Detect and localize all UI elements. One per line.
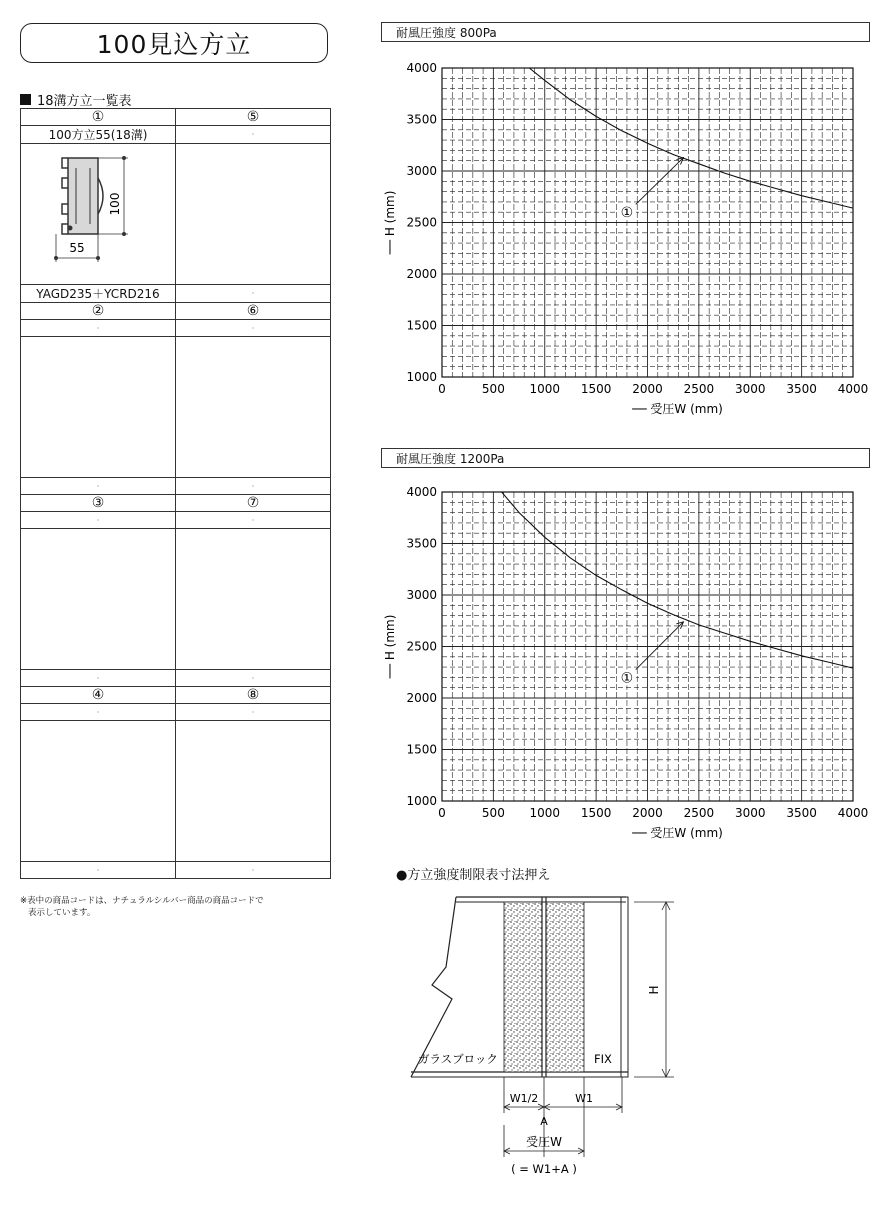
table-row (21, 529, 331, 670)
formula-label: ( = W1+A ) (511, 1162, 577, 1176)
page-title (20, 23, 328, 63)
list-heading (20, 90, 132, 109)
w1-label: W1 (575, 1092, 593, 1105)
profile-height-dim: 100 (108, 192, 122, 215)
empty-drawing-cell (176, 529, 331, 670)
item-code-3: · (21, 670, 176, 687)
y-tick-label: 1000 (406, 370, 437, 384)
mullion-list-table (20, 108, 331, 879)
y-tick-label: 1000 (406, 794, 437, 808)
footnote-line-2: 表示しています。 (28, 908, 96, 918)
item-code-7: · (176, 670, 331, 687)
table-row (21, 862, 331, 879)
series-line (502, 492, 853, 668)
table-row (21, 144, 331, 285)
chart-grid (442, 492, 853, 801)
chart-1-svg (370, 50, 870, 430)
footnote-line-1: ※表中の商品コードは、ナチュラルシルバー商品の商品コードで (20, 896, 264, 906)
y-tick-label: 2500 (406, 639, 437, 654)
empty-drawing-cell (21, 529, 176, 670)
h-dimension-label: H (647, 985, 661, 995)
empty-drawing-cell (176, 337, 331, 478)
x-tick-label: 3000 (734, 382, 766, 396)
x-tick-label: 4000 (837, 806, 869, 820)
x-axis-label: ── 受圧W (mm) (632, 826, 723, 840)
table-row (21, 495, 331, 512)
y-tick-label: 3000 (406, 164, 437, 178)
item-number-5: ⑤ (176, 109, 331, 126)
table-row (21, 285, 331, 303)
item-number-8: ⑧ (176, 687, 331, 704)
item-name-4: · (21, 704, 176, 721)
table-row (21, 109, 331, 126)
item-code-1: YAGD235＋YCRD216 (21, 285, 176, 303)
x-tick-label: 1000 (529, 806, 561, 820)
dimension-diagram (396, 885, 696, 1185)
item-number-2: ② (21, 303, 176, 320)
y-tick-label: 3500 (406, 112, 437, 127)
empty-drawing-cell (21, 337, 176, 478)
item-number-3: ③ (21, 495, 176, 512)
y-tick-label: 4000 (406, 485, 437, 499)
item-number-4: ④ (21, 687, 176, 704)
x-axis-label: ── 受圧W (mm) (632, 402, 723, 416)
page-title-text: 100見込方立 (96, 30, 252, 59)
x-tick-label: 1500 (580, 806, 612, 820)
empty-drawing-cell (176, 721, 331, 862)
empty-drawing-cell (176, 144, 331, 285)
table-row (21, 320, 331, 337)
callout-leader (634, 158, 684, 207)
glass-block-label: ガラスブロック (418, 1052, 498, 1066)
item-name-7: · (176, 512, 331, 529)
table-row (21, 704, 331, 721)
profile-width-dim: 55 (69, 240, 85, 255)
item-name-5: · (176, 126, 331, 144)
table-row (21, 670, 331, 687)
y-tick-label: 2000 (406, 691, 437, 705)
table-row (21, 478, 331, 495)
y-tick-label: 2000 (406, 267, 437, 281)
item-name-2: · (21, 320, 176, 337)
x-tick-label: 2000 (632, 806, 663, 820)
square-bullet-icon (20, 94, 31, 105)
chart-1-title (381, 22, 870, 42)
diagram-heading: ●方立強度制限表寸法押え (396, 868, 551, 883)
x-tick-label: 0 (438, 382, 446, 396)
list-heading-text: 18溝方立一覧表 (37, 94, 132, 109)
item-code-4: · (21, 862, 176, 879)
item-name-6: · (176, 320, 331, 337)
x-tick-label: 1500 (580, 382, 612, 396)
x-tick-label: 3000 (734, 806, 766, 820)
x-tick-label: 500 (481, 806, 505, 820)
chart-2-title-text: 耐風圧強度 1200Pa (396, 451, 505, 466)
x-tick-label: 4000 (837, 382, 869, 396)
a-label: A (540, 1115, 548, 1128)
item-number-6: ⑥ (176, 303, 331, 320)
y-tick-label: 3500 (406, 536, 437, 551)
x-tick-label: 3500 (786, 382, 817, 396)
item-code-2: · (21, 478, 176, 495)
chart-grid (442, 68, 853, 377)
empty-drawing-cell (21, 721, 176, 862)
y-axis-label: ── H (mm) (383, 614, 397, 679)
table-row (21, 721, 331, 862)
fix-label: FIX (594, 1052, 612, 1066)
chart-2-svg (370, 474, 870, 854)
chart-1-title-text: 耐風圧強度 800Pa (396, 25, 497, 40)
series-line (529, 68, 853, 208)
item-code-5: · (176, 285, 331, 303)
footnote (20, 895, 264, 919)
x-tick-label: 500 (481, 382, 505, 396)
callout-label: ① (620, 205, 634, 222)
x-tick-label: 1000 (529, 382, 561, 396)
item-number-7: ⑦ (176, 495, 331, 512)
table-row (21, 512, 331, 529)
w-half-label: W1/2 (509, 1092, 539, 1105)
y-tick-label: 1500 (406, 742, 437, 757)
chart-2-title (381, 448, 870, 468)
item-name-1: 100方立55(18溝) (21, 126, 176, 144)
table-row (21, 687, 331, 704)
item-number-1: ① (21, 109, 176, 126)
table-row (21, 303, 331, 320)
callout-label: ① (620, 670, 634, 687)
table-row (21, 126, 331, 144)
table-row (21, 337, 331, 478)
mullion-profile-drawing (28, 148, 168, 278)
y-tick-label: 3000 (406, 588, 437, 602)
y-axis-label: ── H (mm) (383, 190, 397, 255)
item-code-8: · (176, 862, 331, 879)
profile-drawing-cell (21, 144, 176, 285)
y-tick-label: 1500 (406, 318, 437, 333)
glass-block-right (546, 902, 584, 1072)
item-code-6: · (176, 478, 331, 495)
glass-block-left (504, 902, 542, 1072)
x-tick-label: 2500 (683, 806, 715, 820)
x-tick-label: 2000 (632, 382, 663, 396)
x-tick-label: 3500 (786, 806, 817, 820)
y-tick-label: 2500 (406, 215, 437, 230)
item-name-3: · (21, 512, 176, 529)
y-tick-label: 4000 (406, 61, 437, 75)
x-tick-label: 0 (438, 806, 446, 820)
item-name-8: · (176, 704, 331, 721)
x-tick-label: 2500 (683, 382, 715, 396)
received-w-label: 受圧W (526, 1135, 562, 1149)
